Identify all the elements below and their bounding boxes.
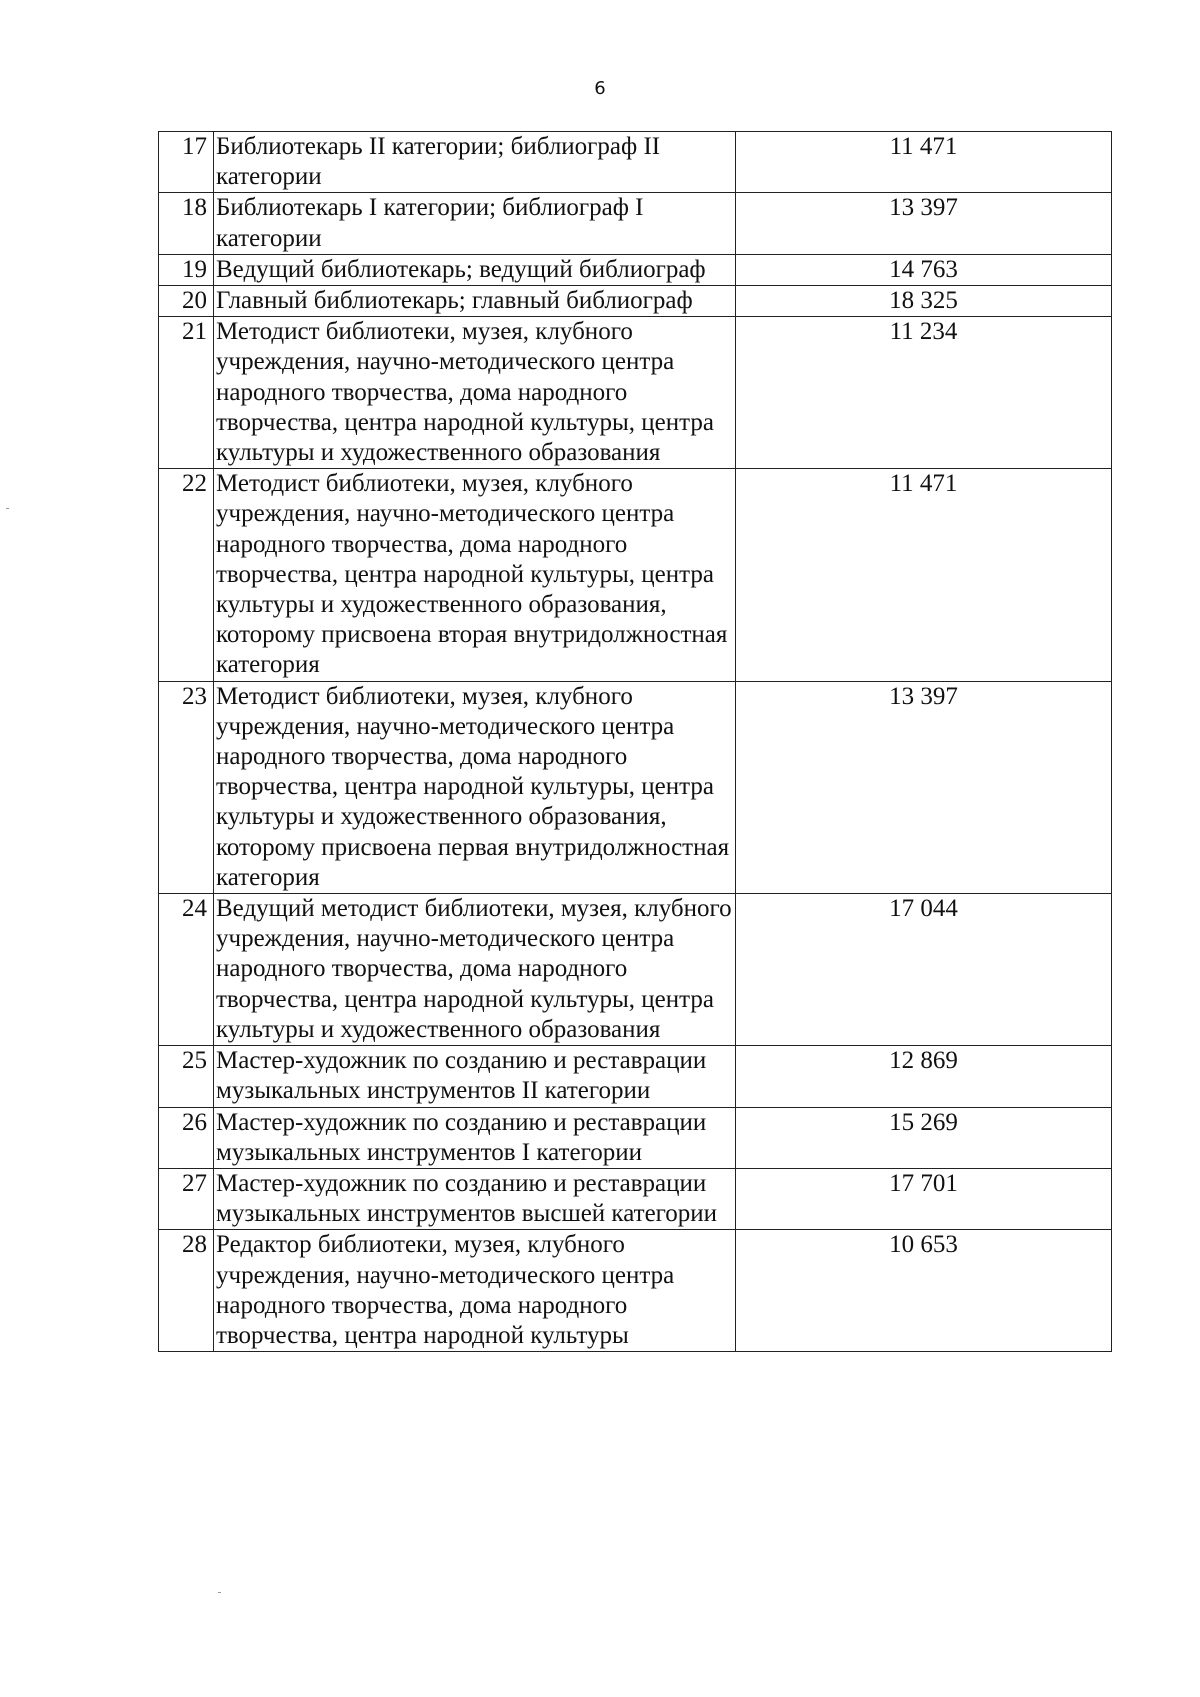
salary-value: 12 869 <box>736 1046 1112 1107</box>
position-title: Мастер-художник по созданию и реставрации музыкальных инструментов высшей категории <box>214 1168 736 1229</box>
position-title: Мастер-художник по созданию и реставрации музыкальных инструментов I категории <box>214 1107 736 1168</box>
salary-value: 14 763 <box>736 254 1112 285</box>
table-row <box>159 1046 1112 1107</box>
salary-value: 17 701 <box>736 1168 1112 1229</box>
position-title: Ведущий библиотекарь; ведущий библиограф <box>214 254 736 285</box>
table-row <box>159 193 1112 254</box>
salary-value: 13 397 <box>736 681 1112 893</box>
row-number: 25 <box>159 1046 214 1107</box>
salary-value: 15 269 <box>736 1107 1112 1168</box>
salary-value: 11 471 <box>736 132 1112 193</box>
salary-value: 17 044 <box>736 894 1112 1046</box>
row-number: 24 <box>159 894 214 1046</box>
position-title: Мастер-художник по созданию и реставрации музыкальных инструментов II категории <box>214 1046 736 1107</box>
row-number: 17 <box>159 132 214 193</box>
table-row <box>159 1107 1112 1168</box>
row-number: 20 <box>159 286 214 317</box>
table-row <box>159 286 1112 317</box>
position-title: Методист библиотеки, музея, клубного учреждения, научно-методического центра народного творчества, дома народного творчества, центра народной культуры, центра культуры и художественного образования <box>214 317 736 469</box>
table-row <box>159 1230 1112 1352</box>
position-title: Главный библиотекарь; главный библиограф <box>214 286 736 317</box>
position-title: Ведущий методист библиотеки, музея, клубного учреждения, научно-методического центра народного творчества, дома народного творчества, центра народной культуры, центра культуры и художественного образования <box>214 894 736 1046</box>
table-row <box>159 1168 1112 1229</box>
salary-value: 10 653 <box>736 1230 1112 1352</box>
table-row <box>159 894 1112 1046</box>
table-row <box>159 469 1112 681</box>
table-row <box>159 317 1112 469</box>
table-row <box>159 254 1112 285</box>
table-row <box>159 681 1112 893</box>
position-title: Библиотекарь I категории; библиограф I категории <box>214 193 736 254</box>
row-number: 26 <box>159 1107 214 1168</box>
row-number: 27 <box>159 1168 214 1229</box>
table-row <box>159 132 1112 193</box>
position-title: Редактор библиотеки, музея, клубного учреждения, научно-методического центра народного творчества, дома народного творчества, центра народной культуры <box>214 1230 736 1352</box>
scan-speck <box>6 508 9 509</box>
row-number: 19 <box>159 254 214 285</box>
row-number: 18 <box>159 193 214 254</box>
salary-table <box>158 131 1112 1352</box>
row-number: 23 <box>159 681 214 893</box>
salary-value: 18 325 <box>736 286 1112 317</box>
page-number: 6 <box>594 78 606 99</box>
row-number: 22 <box>159 469 214 681</box>
row-number: 21 <box>159 317 214 469</box>
position-title: Методист библиотеки, музея, клубного учреждения, научно-методического центра народного творчества, дома народного творчества, центра народной культуры, центра культуры и художественного образования, которому присвоена вторая внутридолжностная категория <box>214 469 736 681</box>
row-number: 28 <box>159 1230 214 1352</box>
scan-speck <box>218 1592 221 1593</box>
position-title: Библиотекарь II категории; библиограф II категории <box>214 132 736 193</box>
position-title: Методист библиотеки, музея, клубного учреждения, научно-методического центра народного творчества, дома народного творчества, центра народной культуры, центра культуры и художественного образования, которому присвоена первая внутридолжностная категория <box>214 681 736 893</box>
salary-value: 13 397 <box>736 193 1112 254</box>
salary-value: 11 471 <box>736 469 1112 681</box>
salary-value: 11 234 <box>736 317 1112 469</box>
